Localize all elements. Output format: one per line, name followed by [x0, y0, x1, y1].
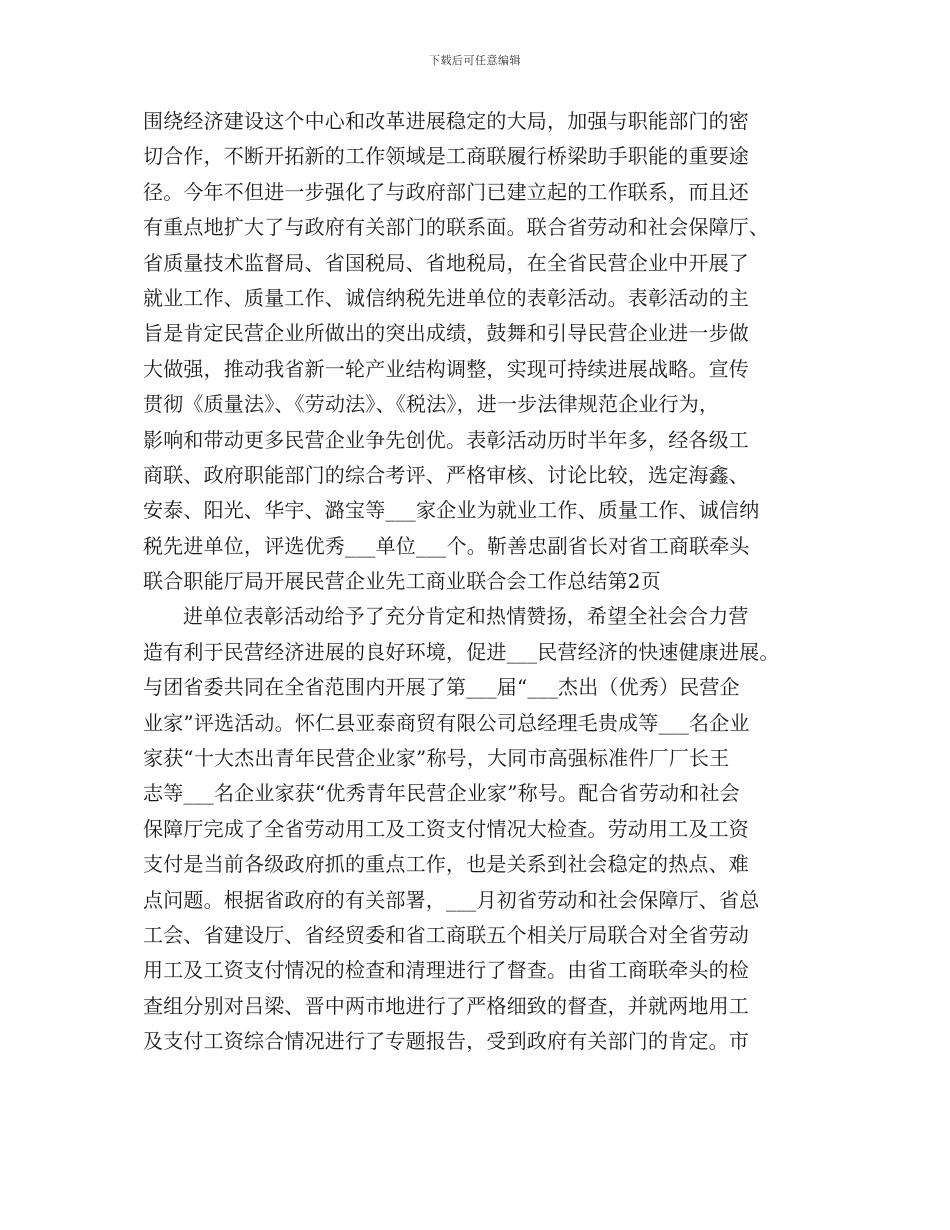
text-line: 支付是当前各级政府抓的重点工作，也是关系到社会稳定的热点、难 — [143, 852, 749, 877]
text-line: 保障厅完成了全省劳动用工及工资支付情况大检查。劳动用工及工资 — [143, 816, 749, 841]
text-line: 联合职能厅局开展民营企业先工商业联合会工作总结第2页 — [143, 569, 661, 594]
text-line: 省质量技术监督局、省国税局、省地税局，在全省民营企业中开展了 — [143, 250, 749, 275]
text-line: 工会、省建设厅、省经贸委和省工商联五个相关厅局联合对全省劳动 — [143, 922, 749, 947]
paragraph-2 — [143, 599, 809, 1059]
text-line: 用工及工资支付情况的检查和清理进行了督查。由省工商联牵头的检 — [143, 958, 749, 983]
text-line: 造有利于民营经济进展的良好环境，促进___民营经济的快速健康进展。 — [143, 639, 780, 664]
text-line: 切合作，不断开拓新的工作领域是工商联履行桥梁助手职能的重要途 — [143, 144, 749, 169]
text-line: 商联、政府职能部门的综合考评、严格审核、讨论比较，选定海鑫、 — [143, 462, 749, 487]
text-line: 大做强，推动我省新一轮产业结构调整，实现可持续进展战略。宣传 — [143, 356, 749, 381]
paragraph-1 — [143, 104, 809, 599]
text-line: 及支付工资综合情况进行了专题报告，受到政府有关部门的肯定。市 — [143, 1029, 749, 1054]
text-line: 志等___名企业家获“优秀青年民营企业家”称号。配合省劳动和社会 — [143, 781, 740, 806]
text-line: 税先进单位，评选优秀___单位___个。靳善忠副省长对省工商联牵头 — [143, 533, 750, 558]
text-line: 安泰、阳光、华宇、潞宝等___家企业为就业工作、质量工作、诚信纳 — [143, 498, 760, 523]
text-line: 业家”评选活动。怀仁县亚泰商贸有限公司总经理毛贵成等___名企业 — [143, 710, 750, 735]
text-line: 进单位表彰活动给予了充分肯定和热情赞扬，希望全社会合力营 — [183, 604, 749, 629]
text-line: 有重点地扩大了与政府有关部门的联系面。联合省劳动和社会保障厅、 — [143, 215, 770, 240]
document-body — [143, 104, 809, 1060]
text-line: 就业工作、质量工作、诚信纳税先进单位的表彰活动。表彰活动的主 — [143, 285, 749, 310]
text-line: 径。今年不但进一步强化了与政府部门已建立起的工作联系，而且还 — [143, 179, 749, 204]
page-header: 下载后可任意编辑 — [429, 54, 521, 67]
text-line: 贯彻《质量法》、《劳动法》、《税法》，进一步法律规范企业行为， — [143, 392, 720, 417]
text-line: 围绕经济建设这个中心和改革进展稳定的大局，加强与职能部门的密 — [143, 109, 749, 133]
text-line: 与团省委共同在全省范围内开展了第___届“___杰出（优秀）民营企 — [143, 675, 740, 700]
text-line: 查组分别对吕梁、晋中两市地进行了严格细致的督查，并就两地用工 — [143, 993, 749, 1018]
text-line: 点问题。根据省政府的有关部署，___月初省劳动和社会保障厅、省总 — [143, 887, 760, 912]
text-line: 家获“十大杰出青年民营企业家”称号，大同市高强标准件厂厂长王 — [143, 746, 730, 771]
text-line: 影响和带动更多民营企业争先创优。表彰活动历时半年多，经各级工 — [143, 427, 749, 452]
text-line: 旨是肯定民营企业所做出的突出成绩，鼓舞和引导民营企业进一步做 — [143, 321, 749, 346]
